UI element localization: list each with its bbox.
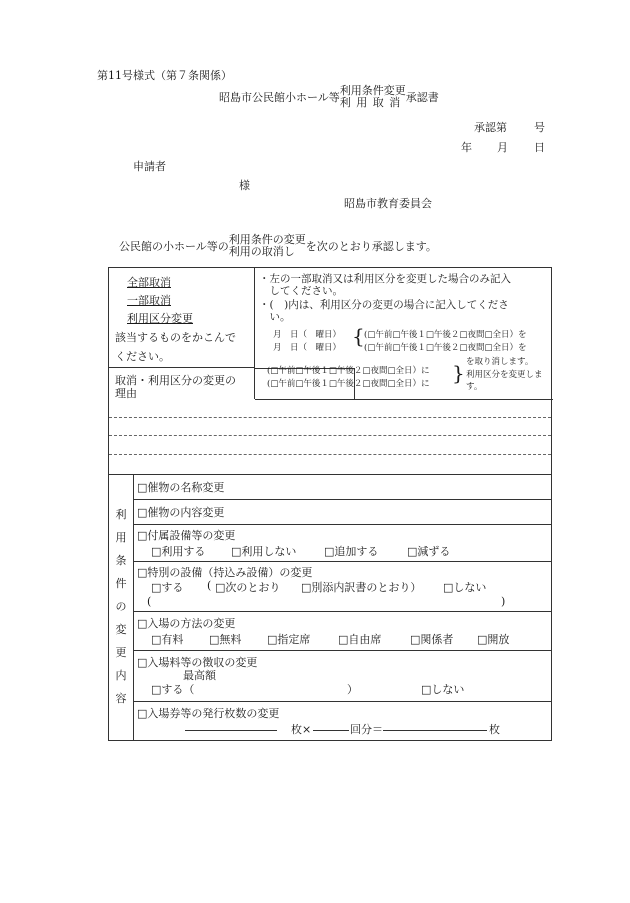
right-brace: } — [452, 361, 465, 385]
option-category-change: 利用区分変更 — [127, 312, 193, 325]
note-line1: ・左の一部取消又は利用区分を変更した場合のみ記入 — [259, 273, 511, 285]
equipment-not-use: □利用しない — [231, 545, 297, 558]
tickets-blank-3 — [383, 720, 487, 734]
fee-close: ） — [347, 683, 358, 696]
tickets-unit-count: 回分＝ — [350, 723, 383, 736]
date-day: 日 — [534, 141, 545, 154]
admission-free: □無料 — [209, 633, 242, 646]
tickets-unit-end: 枚 — [489, 723, 500, 736]
title-prefix: 昭島市公民館小ホール等 — [219, 91, 340, 104]
reason-label-line2: 理由 — [115, 387, 137, 400]
applicant-label: 申請者 — [133, 160, 166, 173]
title-options — [340, 85, 406, 109]
admission-paid: □有料 — [151, 633, 184, 646]
statement-prefix: 公民館の小ホール等の — [119, 240, 229, 253]
note-line2: してください。 — [259, 285, 343, 297]
special-no: □しない — [443, 581, 487, 594]
cancel-text: を取り消します。 — [466, 357, 534, 367]
instruction-line1: 該当するものをかこんで — [115, 331, 236, 344]
special-yes: □する — [151, 581, 184, 594]
date-row2: 月 日（ 曜日） — [273, 343, 342, 353]
special-paren-close: ) — [501, 595, 506, 608]
statement-option-cancel: 利用の取消し — [228, 245, 295, 258]
date-year: 年 — [461, 141, 472, 154]
applicant-honorific: 様 — [239, 179, 250, 192]
statement-options — [229, 234, 306, 258]
item-fee-title: □入場料等の徴収の変更 — [137, 656, 258, 669]
admission-reserved: □指定席 — [267, 633, 311, 646]
statement-suffix: を次のとおり承認します。 — [305, 240, 437, 253]
change-text2: す。 — [466, 382, 483, 392]
statement-option-change: 利用条件の変更 — [228, 233, 306, 246]
reason-line-1 — [109, 417, 551, 418]
admission-open: □開放 — [477, 633, 510, 646]
change-text1: 利用区分を変更しま — [466, 370, 543, 380]
fee-max-label: 最高額 — [183, 669, 216, 682]
issuer: 昭島市教育委員会 — [344, 197, 432, 210]
document-title — [219, 85, 439, 109]
item-content-change: □催物の内容変更 — [137, 506, 225, 519]
title-option-cancel: 利 用 取 消 — [339, 96, 402, 109]
slot-row1: (□午前□午後１□午後２□夜間□全日）を — [364, 330, 527, 340]
item-equipment-title: □付属設備等の変更 — [137, 529, 236, 542]
special-paren-open: ( — [147, 595, 152, 608]
note-line4: い。 — [259, 311, 291, 323]
reason-label-line1: 取消・利用区分の変更の — [115, 374, 236, 387]
approval-number-label: 承認第 — [474, 121, 507, 134]
special-choice-a: □次のとおり — [215, 581, 281, 594]
equipment-use: □利用する — [151, 545, 206, 558]
admission-related: □関係者 — [410, 633, 454, 646]
side-label-change-details: 利 用 条 件 の 変 更 内 容 — [115, 508, 127, 705]
reason-line-3 — [109, 454, 551, 455]
reason-line-2 — [109, 435, 551, 436]
admission-unreserved: □自由席 — [338, 633, 382, 646]
equipment-reduce: □減ずる — [407, 545, 451, 558]
item-special-title: □特別の設備（持込み設備）の変更 — [137, 566, 313, 579]
tickets-blank-1 — [185, 720, 277, 734]
form-number: 第11号様式（第７条関係） — [97, 69, 232, 82]
approval-form-table — [108, 267, 552, 741]
item-tickets-title: □入場券等の発行枚数の変更 — [137, 707, 280, 720]
tickets-blank-2 — [313, 720, 349, 734]
note-line3: ・( )内は、利用区分の変更の場合に記入してくださ — [259, 299, 509, 311]
approval-statement — [119, 234, 437, 258]
date-month: 月 — [497, 141, 508, 154]
special-open-paren: ( — [207, 579, 212, 592]
fee-yes: □する（ — [151, 683, 195, 696]
date-row1: 月 日（ 曜日） — [273, 330, 342, 340]
slot-row4: (□午前□午後１□午後２□夜間□全日）に — [267, 379, 430, 389]
title-option-change: 利用条件変更 — [339, 84, 406, 97]
option-full-cancel: 全部取消 — [127, 276, 171, 289]
left-brace-top: { — [352, 324, 365, 348]
approval-number-suffix: 号 — [534, 121, 545, 134]
item-name-change: □催物の名称変更 — [137, 481, 225, 494]
title-suffix: 承認書 — [405, 91, 439, 104]
slot-row3: (□午前□午後１□午後２□夜間□全日）に — [267, 366, 430, 376]
option-partial-cancel: 一部取消 — [127, 294, 171, 307]
special-choice-b: □別添内訳書のとおり） — [301, 581, 422, 594]
tickets-unit-times: 枚× — [291, 723, 312, 736]
equipment-add: □追加する — [324, 545, 379, 558]
slot-row2: (□午前□午後１□午後２□夜間□全日）を — [364, 343, 527, 353]
instruction-line2: ください。 — [115, 350, 170, 363]
item-admission-title: □入場の方法の変更 — [137, 617, 236, 630]
fee-no: □しない — [421, 683, 465, 696]
